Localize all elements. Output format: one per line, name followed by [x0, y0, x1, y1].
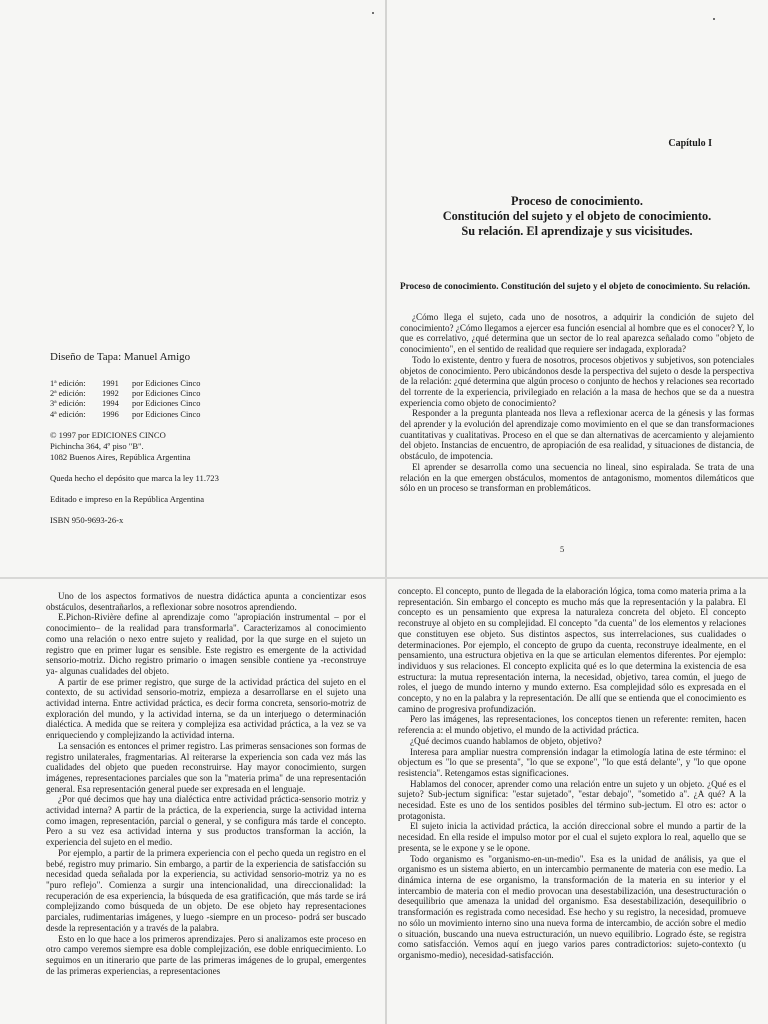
chapter-body-text — [400, 312, 754, 494]
right-body-text — [398, 586, 746, 961]
body-paragraph: ¿Qué decimos cuando hablamos de objeto, objetivo? — [410, 735, 602, 746]
edition-label: 2ª edición: — [50, 389, 86, 399]
body-paragraph: El aprender se desarrolla como una secuencia no lineal, sino espiralada. Se trata de una relación en la que emergen obstáculos, momentos de antagonismo, momentos dilemáticos que sólo en un proceso se transforman en problemáticos. — [400, 461, 754, 494]
edition-year: 1992 — [102, 389, 119, 399]
body-paragraph: A partir de ese primer registro, que surge de la actividad práctica del sujeto en el contexto, de su actividad sensorio-motriz, empieza a desarrollarse en el sujeto una actividad interna. Entre actividad práctica, es decir forma concreta, sensorio-motriz de exploración del mundo, y la actividad interna, se da un interjuego o determinación dialéctica. A medida que se reitera y complejiza esa actividad práctica, a la vez se va enriqueciendo y complejizando la actividad interna. — [46, 676, 366, 741]
body-paragraph: Por ejemplo, a partir de la primera experiencia con el pecho queda un registro en el bebé, registro muy primario. Sin embargo, a partir de la experiencia de satisfacción su necesidad queda señalada por la experiencia, su actividad sensorio-motriz ya no es "puro reflejo". Comienza a surgir una intencionalidad, una direccionalidad: la recuperación de esa experiencia, la búsqueda de esa gratificación, que más tarde se irá complejizando como búsqueda de un objeto. De ese objeto hay representaciones parciales, rudimentarias imágenes, y luego -siempre en un proceso- podrá ser buscado desde la representación y a través de la palabra. — [46, 847, 366, 933]
page-chapter-opening — [386, 0, 768, 578]
body-paragraph: El sujeto inicia la actividad práctica, la acción direccional sobre el mundo a partir de la necesidad. En ella reside el impulso motor por el cual el sujeto explora lo real, aquello que se presenta, se le expone y se le opone. — [398, 821, 746, 853]
edition-row — [50, 379, 360, 389]
section-heading: Proceso de conocimiento. Constitución del sujeto y el objeto de conocimiento. Su relación. — [400, 281, 751, 291]
edition-row — [50, 399, 360, 409]
page-gutter-horizontal — [0, 577, 768, 579]
page-number: 5 — [560, 544, 565, 554]
body-paragraph: Responder a la pregunta planteada nos lleva a reflexionar acerca de la génesis y las formas del aprender y la evolución del aprendizaje como movimiento en el que se dan transformaciones cuantitativas y cualitativas. Proceso en el que se dan alternativas de acercamiento y alejamiento del objeto. Instancias de encuentro, de apropiación de esa realidad, y situaciones de distancia, de obstáculo, de impotencia. — [400, 408, 754, 462]
body-paragraph: Hablamos del conocer, aprender como una relación entre un sujeto y un objeto. ¿Qué es el sujeto? Sub-jectum significa: "estar sujetado", "estar debajo", "sometido a". ¿A qué? A la necesidad. Este es uno de los sentidos posibles del término sub-jectum. El otro es: actor o protagonista. — [398, 778, 746, 821]
edition-publisher: por Ediciones Cinco — [132, 409, 201, 419]
edition-label: 3ª edición: — [50, 399, 86, 409]
edition-year: 1996 — [102, 409, 119, 419]
edition-label: 4ª edición: — [50, 409, 86, 419]
edition-row — [50, 410, 360, 420]
chapter-title — [400, 194, 754, 239]
credits-block — [50, 352, 360, 526]
body-paragraph: Uno de los aspectos formativos de nuestra didáctica apunta a concientizar esos obstáculos, desentrañarlos, a reflexionar sobre nosotros aprendiendo. — [46, 591, 366, 612]
left-body-text — [46, 591, 366, 976]
publisher-city-line: 1082 Buenos Aires, República Argentina — [50, 451, 191, 462]
legal-deposit-note: Queda hecho el depósito que marca la ley 11.723 — [50, 472, 219, 483]
chapter-title-line: Proceso de conocimiento. — [511, 194, 643, 208]
body-paragraph: ¿Por qué decimos que hay una dialéctica entre actividad práctica-sensorio motriz y actividad interna? A partir de la práctica, de la experiencia, surge la actividad interna como imagen, representación, parcial o general, y se configura más tarde el concepto. Pero a su vez esa actividad interna y sus productos transforman la acción, la experiencia del sujeto en el medio. — [46, 794, 366, 848]
speck-mark — [713, 18, 715, 20]
body-paragraph: Interesa para ampliar nuestra comprensión indagar la etimología latina de este término: el objectum es "lo que se presenta", "lo que se expone", "lo que está delante", y "lo que opone resistencia". Retengamos estas significaciones. — [398, 746, 746, 778]
chapter-title-line: Su relación. El aprendizaje y sus vicisitudes. — [461, 224, 693, 238]
body-paragraph: E.Pichon-Rivière define al aprendizaje como "apropiación instrumental – por el conocimiento– de la realidad para transformarla". Caracterizamos al conocimiento como una relación o nexo entre sujeto y realidad, por la que surge en el sujeto un registro que en primer lugar es sensible. Este registro es emergente de la actividad sensorio-motriz. Dicho registro primario o imagen sensible contiene ya -reconstruye ya- algunas cualidades del objeto. — [46, 612, 366, 676]
page-credits — [0, 0, 386, 578]
cover-design-credit: Diseño de Tapa: Manuel Amigo — [50, 351, 191, 363]
publisher-address-line: Pichincha 364, 4º piso "B". — [50, 440, 144, 451]
edition-year: 1994 — [102, 399, 119, 409]
speck-mark — [372, 12, 374, 14]
body-paragraph: Esto en lo que hace a los primeros aprendizajes. Pero si analizamos este proceso en otro campo veremos siempre esa doble complejización, ese doble enriquecimiento. Lo seguimos en un itinerario que parte de las primeras imágenes de lo grupal, emergentes de las primeras experiencias, a representaciones — [46, 933, 366, 976]
edition-list — [50, 379, 360, 420]
body-paragraph: Pero las imágenes, las representaciones, los conceptos tienen un referente: remiten, hacen referencia a: el mundo objetivo, el mundo de la actividad práctica. — [398, 714, 746, 736]
edition-publisher: por Ediciones Cinco — [132, 399, 201, 409]
copyright-line: © 1997 por EDICIONES CINCO — [50, 429, 166, 440]
isbn-line: ISBN 950-9693-26-x — [50, 514, 124, 525]
edition-year: 1991 — [102, 379, 119, 388]
page-gutter-vertical — [385, 0, 387, 1024]
page-left-body — [0, 578, 386, 1024]
printed-in-note: Editado e impreso en la República Argentina — [50, 493, 205, 504]
edition-publisher: por Ediciones Cinco — [132, 379, 201, 388]
body-paragraph: Todo organismo es "organismo-en-un-medio". Esa es la unidad de análisis, ya que el organismo es un sistema abierto, en un intercambio permanente de materia con ese medio. La dinámica interna de ese organismo, la transformación de la materia en su interior y el intercambio de materia con el medio provocan una desestabilización, una desestructuración o desequilibrio que amenaza la unidad del organismo. Esa desestabilización, desequilibrio o transformación es registrada como necesidad. Ese hecho y su registro, la necesidad, promueve no sólo un movimiento interno sino una nueva forma de intercambio, de acción sobre el medio o situación, buscando una nueva estructuración, un nuevo equilibrio. Logrado éste, se registra como satisfacción. Vemos aquí en juego varios pares contradictorios: sujeto-contexto (u organismo-medio), necesidad-satisfacción. — [398, 853, 746, 960]
body-paragraph: ¿Cómo llega el sujeto, cada uno de nosotros, a adquirir la condición de sujeto del conocimiento? ¿Cómo llegamos a ejercer esa función esencial al hombre que es el conocer? Y, lo que es correlativo, ¿qué determina que un sector de lo real aparezca señalado como "objeto de conocimiento", en el sentido de realidad que requiere ser indagada, explorada? — [400, 312, 754, 355]
chapter-title-line: Constitución del sujeto y el objeto de conocimiento. — [442, 209, 712, 223]
edition-row — [50, 389, 360, 399]
edition-label: 1ª edición: — [50, 379, 86, 388]
body-paragraph: concepto. El concepto, punto de llegada de la elaboración lógica, toma como materia prima a la representación. Sin embargo el concepto es mucho más que la representación y la palabra. El concepto es un pensamiento que expresa la naturaleza concreta del objeto. El concepto reconstruye al objeto en su complejidad. El concepto "da cuenta" de los elementos y relaciones que constituyen ese objeto. Sus distintos aspectos, sus interrelaciones, sus cualidades o determinaciones. Por ejemplo, el concepto de grupo da cuenta, reconstruye idealmente, en el pensamiento, una estructura objetiva en la que se articulan elementos diferentes. Por ejemplo: individuos y sus relaciones. El concepto explicita qué es lo que determina la existencia de esa estructura: la mutua representación interna, la necesidad, objetivo, tarea común, el juego de roles, el juego de mundo interno y mundo externo. Esa complejidad sólo es expresada en el concepto, y no en la palabra y la representación. De allí que se entienda que el conocimiento es camino de progresiva profundización. — [398, 586, 746, 714]
body-paragraph: Todo lo existente, dentro y fuera de nosotros, procesos objetivos y subjetivos, son potenciales objetos de conocimiento. Pero ubicándonos desde la perspectiva del sujeto o desde la perspectiva de la relación: ¿qué determina que algún proceso o conjunto de hechos y relaciones sea recortado del torrente de la experiencia, privilegiado en relación a la masa de hechos que se da a nuestra experiencia como objeto de conocimiento? — [400, 354, 754, 408]
chapter-label: Capítulo I — [668, 138, 712, 149]
page-right-body — [386, 578, 768, 1024]
edition-publisher: por Ediciones Cinco — [132, 389, 201, 399]
body-paragraph: La sensación es entonces el primer registro. Las primeras sensaciones son formas de registro unilaterales, fragmentarias. Al reiterarse la experiencia son cada vez más las cualidades del objeto que pueden reconstruirse. Hay mayor conocimiento, surgen imágenes, representaciones parciales que son la "materia prima" de una representación general. Esa representación general puede ser expresada en el lenguaje. — [46, 740, 366, 794]
